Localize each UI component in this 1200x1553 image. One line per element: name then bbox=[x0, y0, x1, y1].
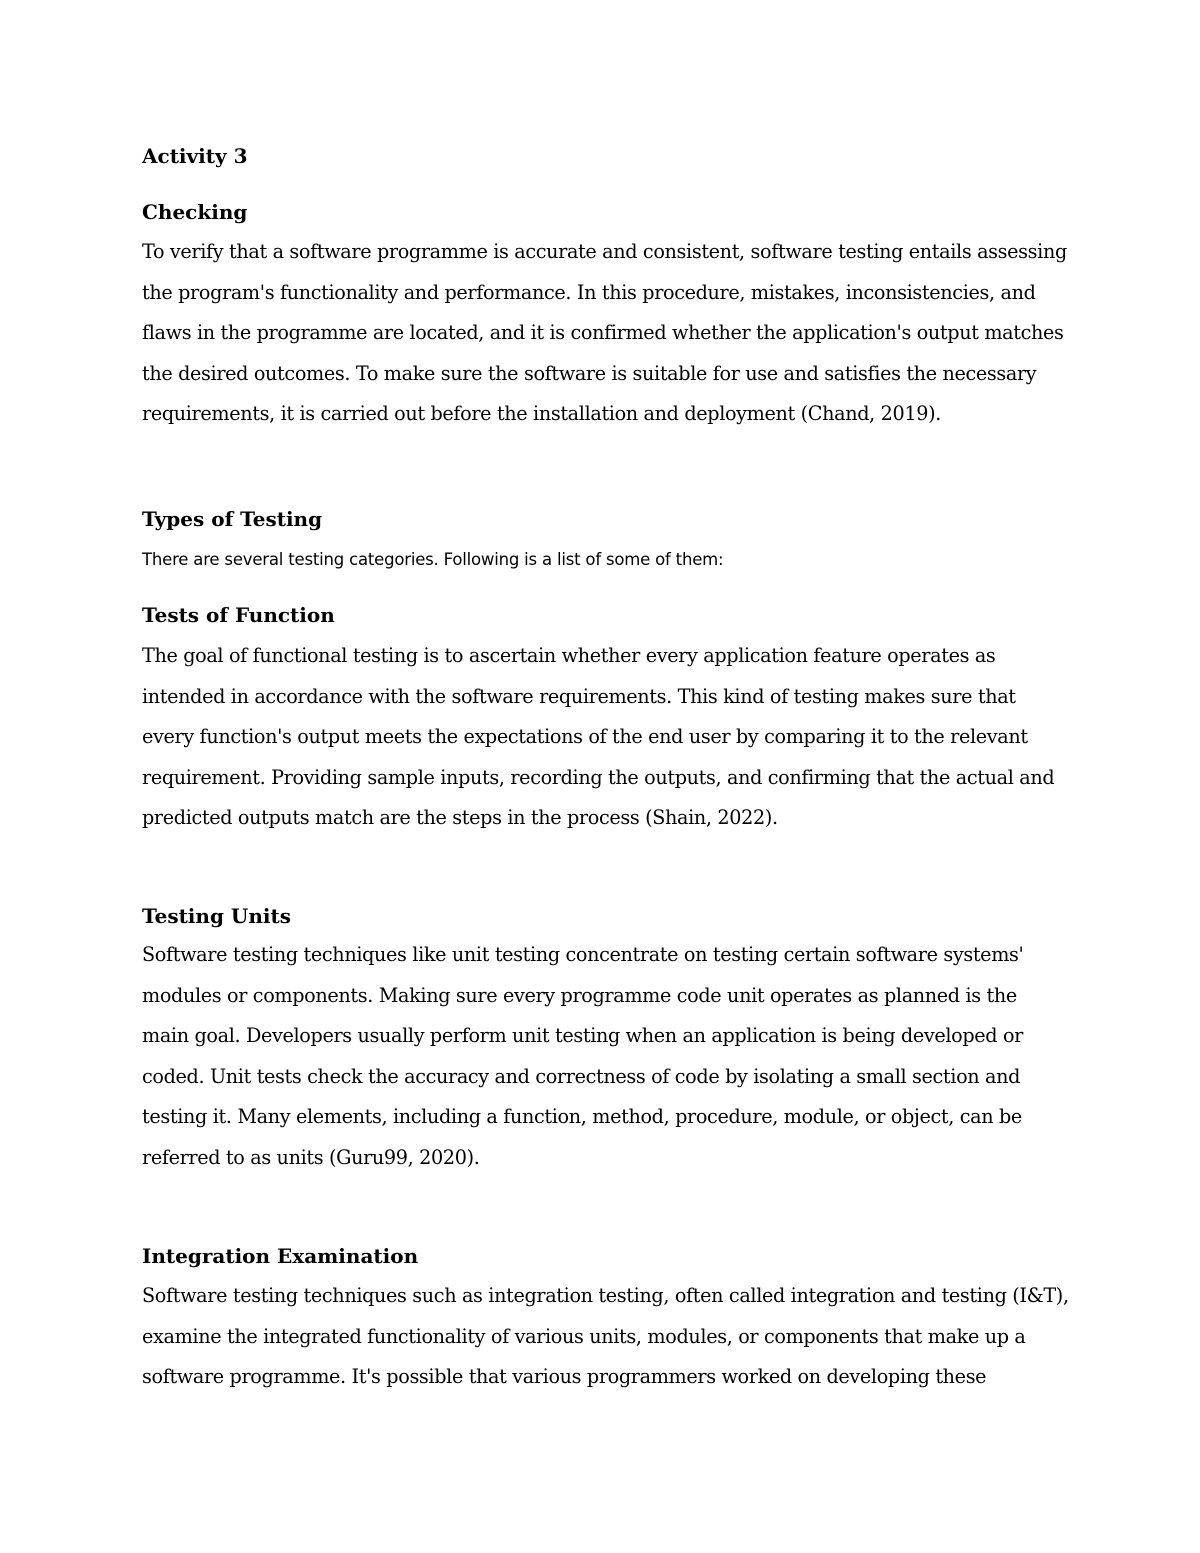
types-intro-text: There are several testing categories. Following is a list of some of them: bbox=[142, 550, 724, 569]
paragraph-line: predicted outputs match are the steps in the process (Shain, 2022). bbox=[142, 806, 778, 829]
paragraph-line: flaws in the programme are located, and it is confirmed whether the application's output matches bbox=[142, 321, 1064, 344]
activity-title: Activity 3 bbox=[142, 144, 248, 168]
paragraph-line: modules or components. Making sure every programme code unit operates as planned is the bbox=[142, 983, 1017, 1007]
paragraph-line: software programme. It's possible that various programmers worked on developing these bbox=[142, 1365, 987, 1388]
section-heading-testing-units: Testing Units bbox=[142, 904, 291, 928]
paragraph-line: To verify that a software programme is accurate and consistent, software testing entails assessing bbox=[142, 240, 1067, 263]
paragraph-line: requirements, it is carried out before the installation and deployment (Chand, 2019). bbox=[142, 402, 941, 425]
section-heading-checking: Checking bbox=[142, 200, 248, 224]
paragraph-tests-of-function bbox=[142, 636, 1072, 839]
paragraph-line: The goal of functional testing is to ascertain whether every application feature operates as bbox=[142, 644, 996, 667]
paragraph-line: intended in accordance with the software requirements. This kind of testing makes sure that bbox=[142, 684, 1016, 708]
paragraph-line: examine the integrated functionality of various units, modules, or components that make up a bbox=[142, 1324, 1026, 1348]
paragraph-line: every function's output meets the expectations of the end user by comparing it to the relevant bbox=[142, 725, 1028, 748]
paragraph-line: main goal. Developers usually perform unit testing when an application is being developed or bbox=[142, 1024, 1023, 1047]
paragraph-line: coded. Unit tests check the accuracy and correctness of code by isolating a small section and bbox=[142, 1064, 1021, 1088]
paragraph-integration-examination bbox=[142, 1276, 1072, 1398]
paragraph-line: requirement. Providing sample inputs, recording the outputs, and confirming that the actual and bbox=[142, 765, 1055, 789]
paragraph-checking bbox=[142, 232, 1072, 435]
section-heading-tests-of-function: Tests of Function bbox=[142, 603, 335, 627]
paragraph-line: Software testing techniques like unit testing concentrate on testing certain software systems' bbox=[142, 943, 1024, 966]
paragraph-line: the desired outcomes. To make sure the software is suitable for use and satisfies the necessary bbox=[142, 361, 1037, 385]
section-heading-integration-examination: Integration Examination bbox=[142, 1244, 419, 1268]
paragraph-line: the program's functionality and performance. In this procedure, mistakes, inconsistencies, and bbox=[142, 280, 1036, 304]
paragraph-line: referred to as units (Guru99, 2020). bbox=[142, 1145, 480, 1169]
section-heading-types-of-testing: Types of Testing bbox=[142, 507, 323, 531]
paragraph-testing-units bbox=[142, 935, 1072, 1178]
paragraph-line: testing it. Many elements, including a function, method, procedure, module, or object, can be bbox=[142, 1105, 1022, 1128]
paragraph-line: Software testing techniques such as integration testing, often called integration and testing (I&T), bbox=[142, 1284, 1069, 1307]
